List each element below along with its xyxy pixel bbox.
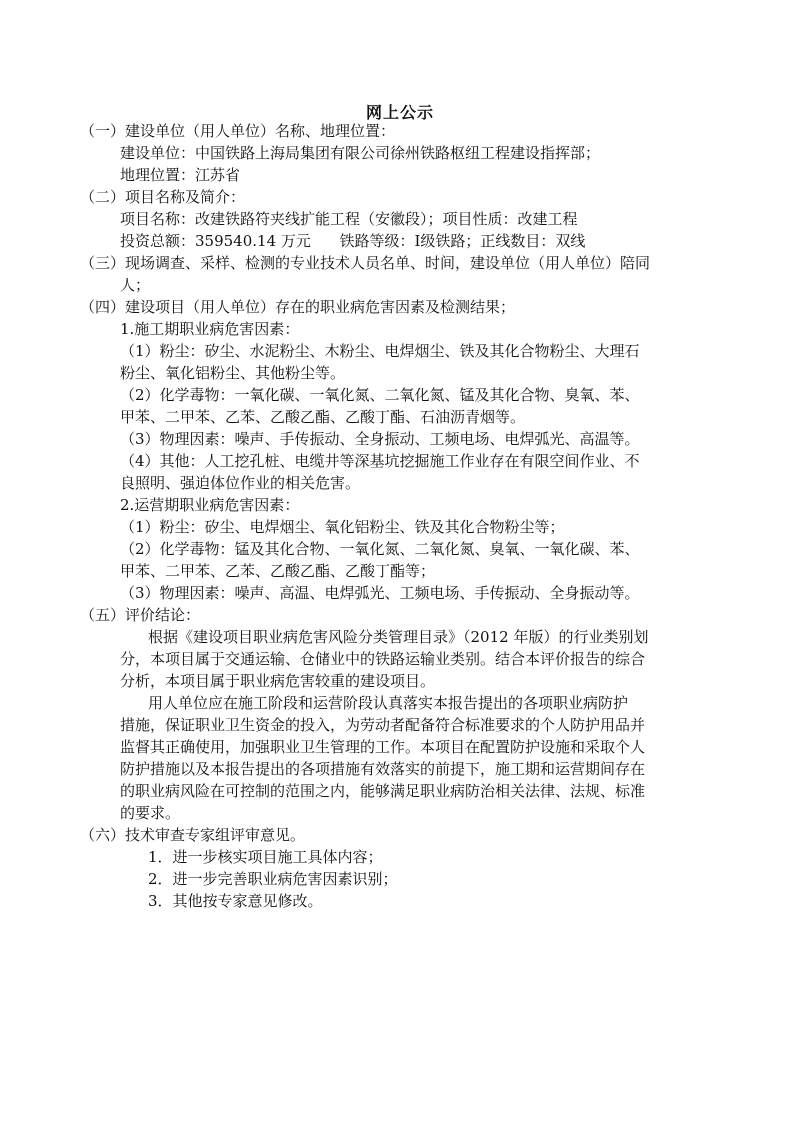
operation-period-heading: 2.运营期职业病危害因素： xyxy=(120,496,300,514)
page-title: 网上公示 xyxy=(365,103,434,122)
section-3-heading: （三）现场调查、采样、检测的专业技术人员名单、时间，建设单位（用人单位）陪同 xyxy=(80,254,651,272)
operation-dust-line: （1）粉尘：矽尘、电焊烟尘、氧化铝粉尘、铁及其化合物粉尘等； xyxy=(120,518,565,536)
construction-chemical-line-2: 甲苯、二甲苯、乙苯、乙酸乙酯、乙酸丁酯、石油沥青烟等。 xyxy=(120,408,526,426)
investment-line: 投资总额：359540.14 万元 铁路等级：Ⅰ级铁路；正线数目：双线 xyxy=(120,232,586,250)
conclusion-p1-line-2: 分，本项目属于交通运输、仓储业中的铁路运输业类别。结合本评价报告的综合 xyxy=(120,650,646,668)
review-item-1: 1．进一步核实项目施工具体内容； xyxy=(148,848,383,866)
review-item-2: 2．进一步完善职业病危害因素识别； xyxy=(148,870,398,888)
conclusion-p2-line-4: 防护措施以及本报告提出的各项措施有效落实的前提下，施工期和运营期间存在 xyxy=(120,760,646,778)
operation-chemical-line-2: 甲苯、二甲苯、乙苯、乙酸乙酯、乙酸丁酯等； xyxy=(120,562,436,580)
section-1-heading: （一）建设单位（用人单位）名称、地理位置： xyxy=(80,122,396,140)
conclusion-p2-line-5: 的职业病风险在可控制的范围之内，能够满足职业病防治相关法律、法规、标准 xyxy=(120,782,646,800)
location-line: 地理位置：江苏省 xyxy=(120,166,241,184)
construction-period-heading: 1.施工期职业病危害因素： xyxy=(120,320,300,338)
construction-unit-line: 建设单位：中国铁路上海局集团有限公司徐州铁路枢纽工程建设指挥部； xyxy=(120,144,601,162)
construction-dust-line-1: （1）粉尘：矽尘、水泥粉尘、木粉尘、电焊烟尘、铁及其化合物粉尘、大理石 xyxy=(120,342,640,360)
conclusion-p1-line-1: 根据《建设项目职业病危害风险分类管理目录》（2012 年版）的行业类别划 xyxy=(148,628,649,646)
section-2-heading: （二）项目名称及简介： xyxy=(80,188,246,206)
construction-other-line-2: 良照明、强迫体位作业的相关危害。 xyxy=(120,474,361,492)
section-6-heading: （六）技术审查专家组评审意见。 xyxy=(80,826,306,844)
construction-physical-line: （3）物理因素：噪声、手传振动、全身振动、工频电场、电焊弧光、高温等。 xyxy=(120,430,640,448)
operation-chemical-line-1: （2）化学毒物：锰及其化合物、一氧化氮、二氧化氮、臭氧、一氧化碳、苯、 xyxy=(120,540,640,558)
construction-dust-line-2: 粉尘、氧化铝粉尘、其他粉尘等。 xyxy=(120,364,346,382)
conclusion-p2-line-6: 的要求。 xyxy=(120,804,181,822)
conclusion-p1-line-3: 分析，本项目属于职业病危害较重的建设项目。 xyxy=(120,672,436,690)
construction-other-line-1: （4）其他：人工挖孔桩、电缆井等深基坑挖掘施工作业存在有限空间作业、不 xyxy=(120,452,640,470)
section-3-heading-cont: 人； xyxy=(120,276,151,294)
section-5-heading: （五）评价结论： xyxy=(80,606,201,624)
operation-physical-line: （3）物理因素：噪声、高温、电焊弧光、工频电场、手传振动、全身振动等。 xyxy=(120,584,640,602)
conclusion-p2-line-3: 监督其正确使用，加强职业卫生管理的工作。本项目在配置防护设施和采取个人 xyxy=(120,738,646,756)
conclusion-p2-line-1: 用人单位应在施工阶段和运营阶段认真落实本报告提出的各项职业病防护 xyxy=(148,694,629,712)
project-name-line: 项目名称：改建铁路符夹线扩能工程（安徽段）；项目性质：改建工程 xyxy=(120,210,578,228)
conclusion-p2-line-2: 措施，保证职业卫生资金的投入，为劳动者配备符合标准要求的个人防护用品并 xyxy=(120,716,646,734)
section-4-heading: （四）建设项目（用人单位）存在的职业病危害因素及检测结果； xyxy=(80,298,516,316)
construction-chemical-line-1: （2）化学毒物：一氧化碳、一氧化氮、二氧化氮、锰及其化合物、臭氧、苯、 xyxy=(120,386,640,404)
review-item-3: 3．其他按专家意见修改。 xyxy=(148,892,323,910)
